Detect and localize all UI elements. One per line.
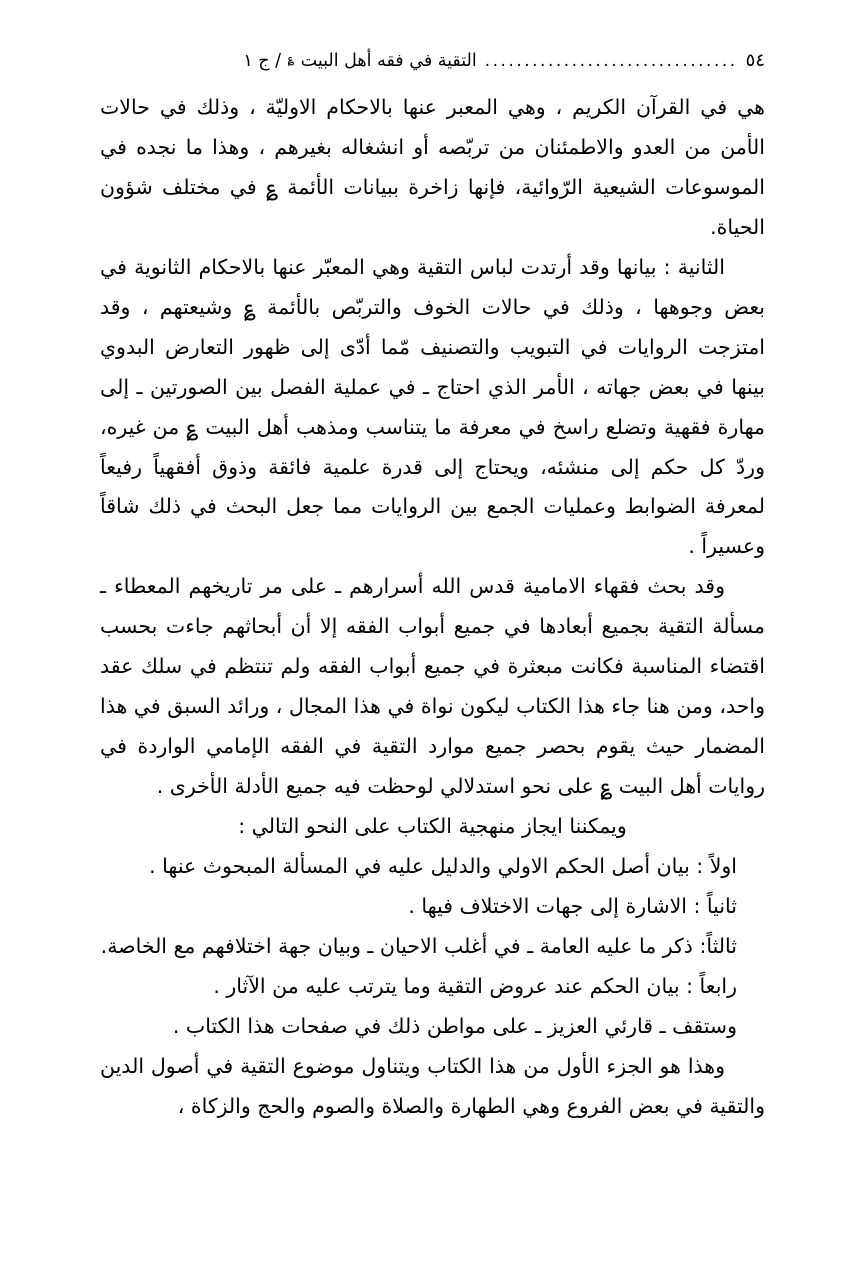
method-intro: ويمكننا ايجاز منهجية الكتاب على النحو التالي : <box>238 814 627 839</box>
paragraph-3: وقد بحث فقهاء الامامية قدس الله أسرارهم ـ على مر تاريخهم المعطاء ـ مسألة التقية بجميع أبعادها في جميع أبواب الفقه إلا أن أبحاثهم جاءت بحسب اقتضاء المناسبة فكانت مبعثرة في جميع أبواب الفقه ولم تنتظم في سلك عقد واحد، ومن هنا جاء هذا الكتاب ليكون نواة في هذا المجال ، ورائد السبق في هذا المضمار حيث يقوم بحصر جميع موارد التقية في الفقه الإمامي الواردة في روايات أهل البيت ؏ على نحو استدلالي لوحظت فيه جميع الأدلة الأخرى . <box>100 574 765 799</box>
list-item-2: ثانياً : الاشارة إلى جهات الاختلاف فيها . <box>408 894 737 919</box>
list-item-4: رابعاً : بيان الحكم عند عروض التقية وما يترتب عليه من الآثار . <box>213 974 737 999</box>
paragraph-1: هي في القرآن الكريم ، وهي المعبر عنها بالاحكام الاوليّة ، وذلك في حالات الأمن من العدو والاطمئنان من تربّصه أو انشغاله بغيرهم ، وهذا ما نجده في الموسوعات الشيعية الرّوائية، فإنها زاخرة ببيانات الأئمة ؏ في مختلف شؤون الحياة. <box>100 94 765 239</box>
page-number: ٥٤ <box>745 50 765 71</box>
header-volume: / ج ١ <box>243 51 282 71</box>
list-item-1: اولاً : بيان أصل الحكم الاولي والدليل عليه في المسألة المبحوث عنها . <box>149 854 737 879</box>
list-item-3: ثالثاً: ذكر ما عليه العامة ـ في أغلب الاحيان ـ وبيان جهة اختلافهم مع الخاصة. <box>100 934 737 959</box>
list-item-5: وستقف ـ قارئي العزيز ـ على مواطن ذلك في صفحات هذا الكتاب . <box>172 1014 737 1039</box>
closing-paragraph: وهذا هو الجزء الأول من هذا الكتاب ويتناول موضوع التقية في أصول الدين والتقية في بعض الفروع وهي الطهارة والصلاة والصوم والحج والزكاة ، <box>100 1054 765 1119</box>
body-text <box>100 88 765 1127</box>
paragraph-2: الثانية : بيانها وقد أرتدت لباس التقية وهي المعبّر عنها بالاحكام الثانوية في بعض وجوهها ، وذلك في حالات الخوف والتربّص بالأئمة ؏ وشيعتهم ، وقد امتزجت الروايات في التبويب والتصنيف مّما أدّى إلى ظهور التعارض البدوي بينها في بعض جهاته ، الأمر الذي احتاج ـ في عملية الفصل بين الصورتين ـ إلى مهارة فقهية وتضلع راسخ في معرفة ما يتناسب ومذهب أهل البيت ؏ من غيره، وردّ كل حكم إلى منشئه، ويحتاج إلى قدرة علمية فائقة وذوق أفقهياً رفيعاً لمعرفة الضوابط وعمليات الجمع بين الروايات مما جعل البحث في ذلك شاقاً وعسيراً . <box>100 254 765 559</box>
header-dot-leader: ................................ <box>484 51 738 71</box>
honorific-icon: ؏ <box>287 52 295 66</box>
header-title-main: التقية في فقه أهل البيت <box>300 51 477 71</box>
page-header <box>100 48 765 74</box>
header-title <box>243 49 476 74</box>
